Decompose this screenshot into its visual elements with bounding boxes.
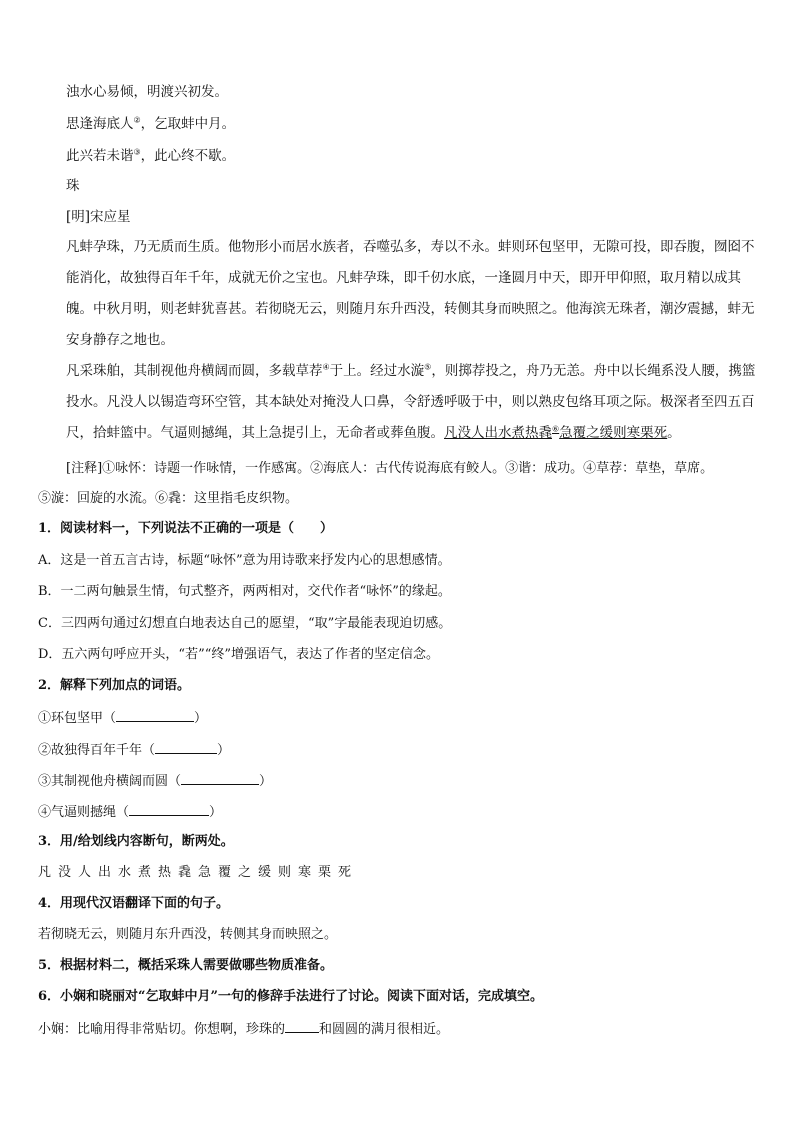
q2-item-4: [38, 803, 222, 821]
q6-dialogue: [38, 1020, 449, 1038]
question-5: 5．根据材料二，概括采珠人需要做哪些物质准备。: [38, 958, 334, 973]
notes-line-2: ⑤漩：回旋的水流。⑥毳：这里指毛皮织物。: [38, 491, 299, 506]
poem-line-2: [66, 116, 235, 132]
footnote-marker: ⑥: [552, 424, 560, 434]
q2-item-label: ④气逼则撼绳（: [38, 805, 130, 820]
paren: ）: [209, 805, 223, 820]
q6-text: 小娴：比喻用得非常贴切。你想啊，珍珠的: [38, 1022, 286, 1037]
paren: ）: [194, 711, 208, 726]
q2-item-label: ①环包坚甲（: [38, 711, 117, 726]
q2-item-3: [38, 772, 272, 790]
question-3: 3．用/给划线内容断句，断两处。: [38, 834, 234, 849]
q2-item-label: ③其制视他舟横阔而圆（: [38, 774, 182, 789]
question-6: 6．小娴和晓丽对“乞取蚌中月”一句的修辞手法进行了讨论。阅读下面对话，完成填空。: [38, 989, 544, 1004]
footnote-marker: ⑤: [424, 362, 432, 372]
q2-item-1: [38, 709, 207, 727]
q3-text[interactable]: 凡没人出水煮热毳急覆之缓则寒栗死: [38, 865, 359, 880]
q2-item-2: [38, 741, 230, 759]
poem-text: ，此心终不歇。: [140, 148, 236, 164]
poem-text: ，乞取蚌中月。: [140, 116, 236, 132]
answer-blank[interactable]: [155, 741, 217, 754]
question-4: 4．用现代汉语翻译下面的句子。: [38, 896, 230, 911]
underlined-text: 凡没人出水煮热毳: [444, 425, 552, 441]
answer-blank[interactable]: [116, 709, 194, 722]
paren: ）: [217, 743, 231, 758]
answer-blank[interactable]: [181, 772, 259, 785]
essay-paragraph-2: [66, 356, 766, 449]
paragraph-text: 凡采珠舶，其制视他舟横阔而圆，多载草荐: [66, 363, 323, 379]
footnote-marker: ④: [322, 362, 330, 372]
poem-line-1: [66, 84, 228, 100]
question-2: 2．解释下列加点的词语。: [38, 678, 191, 693]
q1-option-c[interactable]: C．三四两句通过幻想直白地表达自己的愿望，“取”字最能表现迫切感。: [38, 616, 452, 631]
notes-line-1: [注释]①咏怀：诗题一作咏情，一作感寓。②海底人：古代传说海底有鲛人。③谐：成功。④草荐：草垫，草席。: [66, 461, 714, 476]
poem-text: 此兴若未谐: [66, 148, 134, 164]
question-1: 1．阅读材料一，下列说法不正确的一项是（ ）: [38, 521, 334, 536]
q6-text: 和圆圆的满月很相近。: [319, 1022, 450, 1037]
paragraph-text: ，则掷荐投之，舟乃无恙。舟中以长绳系没人腰，携篮投水。凡没人以锡造弯环空管，其本缺处对掩没人口鼻，令舒透呼吸于中，则以熟皮包络耳项之际。极深者至四五百尺，拾蚌篮中。气逼则撼绳，其上急提引上，无命者或葬鱼腹。: [66, 363, 756, 441]
answer-blank[interactable]: [285, 1020, 319, 1033]
essay-author: [明]宋应星: [66, 209, 131, 225]
q1-option-b[interactable]: B．一二两句触景生情，句式整齐，两两相对，交代作者“咏怀”的缘起。: [38, 584, 451, 599]
poem-text: 浊水心易倾，明渡兴初发。: [66, 84, 228, 100]
q1-option-a[interactable]: A．这是一首五言古诗，标题“咏怀”意为用诗歌来抒发内心的思想感情。: [38, 553, 451, 568]
paragraph-text: 于上。经过水漩: [329, 363, 425, 379]
paragraph-text: 。: [667, 425, 681, 441]
poem-text: 思逢海底人: [66, 116, 134, 132]
essay-paragraph-1: 凡蚌孕珠，乃无质而生质。他物形小而居水族者，吞噬弘多，寿以不永。蚌则环包坚甲，无隙可投，即吞腹，囫囵不能消化，故独得百年千年，成就无价之宝也。凡蚌孕珠，即千仞水底，一逢圆月中天，即开甲仰照，取月精以成其魄。中秋月明，则老蚌犹喜甚。若彻晓无云，则随月东升西没，转侧其身而映照之。他海滨无珠者，潮汐震撼，蚌无安身静存之地也。: [66, 239, 755, 348]
q1-option-d[interactable]: D．五六两句呼应开头，“若”“终”增强语气，表达了作者的坚定信念。: [38, 647, 440, 662]
footnote-marker: ③: [133, 147, 141, 157]
q2-item-label: ②故独得百年千年（: [38, 743, 156, 758]
q4-text: 若彻晓无云，则随月东升西没，转侧其身而映照之。: [38, 927, 338, 942]
footnote-marker: ②: [133, 115, 141, 125]
poem-line-3: [66, 148, 235, 164]
underlined-text: 急覆之缓则寒栗死: [559, 425, 668, 441]
answer-blank[interactable]: [129, 803, 209, 816]
paren: ）: [259, 774, 273, 789]
essay-title: 珠: [66, 178, 80, 194]
